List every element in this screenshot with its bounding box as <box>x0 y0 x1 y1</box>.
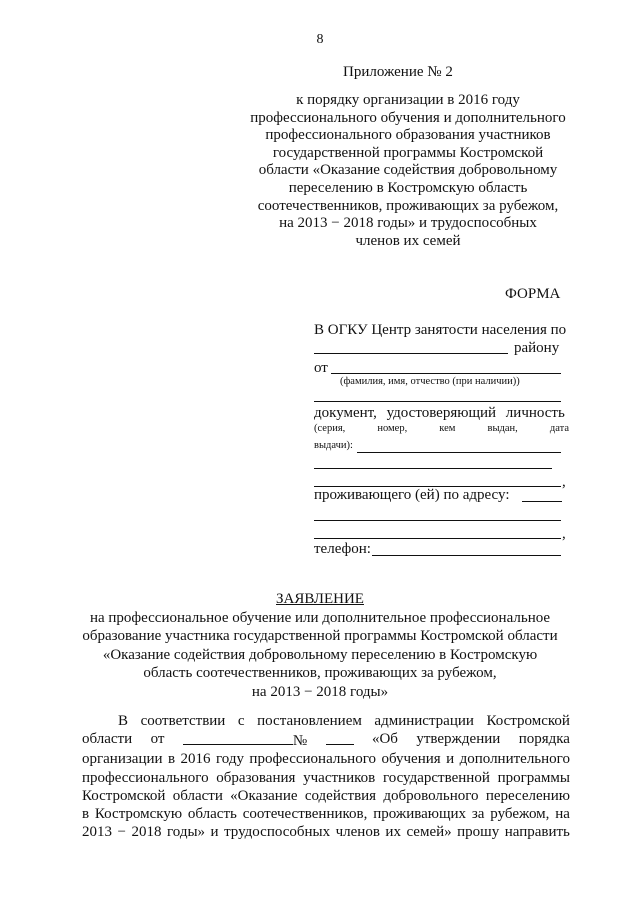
appendix-line: профессионального образования участников <box>265 127 551 144</box>
statement-title: ЗАЯВЛЕНИЕ <box>276 591 364 607</box>
body-word: соответствии <box>140 713 226 729</box>
document-hint-word: (серия, <box>314 423 346 434</box>
phone-blank-line[interactable] <box>372 555 561 556</box>
body-line <box>82 787 570 805</box>
body-word: году <box>215 751 244 768</box>
appendix-line: соотечественников, проживающих за рубежом, <box>257 197 559 214</box>
document-hint-word: кем <box>439 423 456 434</box>
body-word: постановлением <box>257 713 362 729</box>
body-word: годы» <box>166 824 206 841</box>
document-label-text: документ, удостоверяющий личность <box>314 405 565 421</box>
body-word: от <box>150 731 165 748</box>
fio-hint: (фамилия, имя, отчество (при наличии)) <box>340 376 520 387</box>
document-hint-word: дата <box>549 423 569 434</box>
phone-label: телефон: <box>314 541 371 557</box>
body-word: области <box>172 787 223 804</box>
form-label: ФОРМА <box>505 286 561 302</box>
body-word: в <box>82 806 90 823</box>
body-word: «Об <box>371 731 398 748</box>
body-word: В <box>118 713 129 729</box>
body-word: содействия <box>304 787 377 804</box>
statement-body <box>82 712 570 841</box>
fio-blank-line[interactable] <box>331 373 561 374</box>
body-word: области <box>82 731 133 748</box>
recipient-to-line: В ОГКУ Центр занятости населения по <box>314 322 567 338</box>
page-number: 8 <box>316 32 324 47</box>
address-blank-line-2[interactable] <box>314 520 561 521</box>
body-line <box>82 750 570 768</box>
body-word: 2018 <box>131 824 162 841</box>
body-word: 2013 <box>82 824 112 841</box>
address-blank-line[interactable] <box>522 501 562 502</box>
statement-line: «Оказание содействия добровольному переселению в Костромскую <box>102 646 538 663</box>
statement-line: на 2013 − 2018 годы» <box>251 683 389 700</box>
document-hint-word: выдан, <box>487 423 518 434</box>
document-hint <box>314 423 569 434</box>
body-word: область <box>187 806 237 823</box>
document-hint-word: номер, <box>377 423 408 434</box>
document-label <box>314 405 569 422</box>
address-label: проживающего (ей) по адресу: <box>314 487 510 503</box>
body-word: на <box>555 806 570 823</box>
statement-line: на профессиональное обучение или дополнительное профессиональное <box>89 609 551 626</box>
body-word: и <box>446 751 455 768</box>
body-word: переселению <box>485 787 570 804</box>
body-word: порядка <box>518 731 570 748</box>
body-word: трудоспособных <box>224 824 331 841</box>
body-word: Костромской <box>82 787 166 804</box>
appendix-line: на 2013 − 2018 годы» и трудоспособных <box>279 215 537 232</box>
appendix-reference <box>228 92 588 250</box>
body-line <box>82 712 570 730</box>
body-word: государственной <box>382 769 490 786</box>
body-word: Костромской <box>486 713 570 729</box>
body-line <box>82 769 570 787</box>
body-word: − <box>117 824 126 841</box>
body-word: администрации <box>374 713 474 729</box>
from-label: от <box>314 360 328 376</box>
statement-line: область соотечественников, проживающих за рубежом, <box>143 665 497 682</box>
body-word: дополнительного <box>459 751 570 768</box>
body-word: семей» <box>406 824 452 841</box>
body-word: за <box>471 806 485 823</box>
fio-blank-line-2[interactable] <box>314 401 561 402</box>
comma: , <box>562 526 566 542</box>
body-word: образования <box>216 769 296 786</box>
body-word: профессионального <box>249 751 376 768</box>
address-blank-line-3[interactable] <box>314 538 561 539</box>
appendix-title: Приложение № 2 <box>343 64 453 80</box>
document-blank-line-2[interactable] <box>314 468 552 469</box>
number-sign: № <box>292 733 308 750</box>
body-word: добровольного <box>383 787 479 804</box>
body-line <box>82 823 570 841</box>
body-word: рубежом, <box>490 806 550 823</box>
body-word: прошу <box>457 824 500 841</box>
body-word: утверждении <box>416 731 501 748</box>
appendix-line: профессионального обучения и дополнительного <box>250 109 566 126</box>
statement-line: образование участника государственной программы Костромской области <box>82 628 558 645</box>
document-blank-line[interactable] <box>357 452 561 453</box>
body-word: проживающих <box>373 806 467 823</box>
date-blank[interactable] <box>183 730 307 750</box>
appendix-line: переселению в Костромскую область <box>288 179 528 196</box>
district-label: району <box>514 340 560 356</box>
number-blank[interactable] <box>326 730 354 745</box>
body-word: соотечественников, <box>242 806 368 823</box>
body-word: их <box>385 824 401 841</box>
body-word: членов <box>335 824 380 841</box>
district-blank-line[interactable] <box>314 353 508 354</box>
body-word: направить <box>504 824 570 841</box>
statement-title-block <box>60 590 580 702</box>
body-word: участников <box>303 769 376 786</box>
body-word: «Оказание <box>230 787 298 804</box>
body-word: и <box>210 824 219 841</box>
body-word: Костромскую <box>94 806 183 823</box>
appendix-line: к порядку организации в 2016 году <box>296 92 520 108</box>
body-line <box>82 730 570 750</box>
body-word: с <box>237 713 245 729</box>
comma: , <box>562 474 566 490</box>
appendix-line: области «Оказание содействия добровольному <box>258 162 558 179</box>
appendix-line: государственной программы Костромской <box>272 144 544 161</box>
document-hint-end: выдачи): <box>314 440 353 451</box>
body-word: обучения <box>381 751 441 768</box>
body-line <box>82 805 570 823</box>
body-word: в <box>167 751 176 768</box>
body-word: 2016 <box>180 751 211 768</box>
body-word: организации <box>82 751 163 768</box>
appendix-line: членов их семей <box>355 232 461 249</box>
body-word: профессионального <box>82 769 209 786</box>
body-word: программы <box>497 769 570 786</box>
